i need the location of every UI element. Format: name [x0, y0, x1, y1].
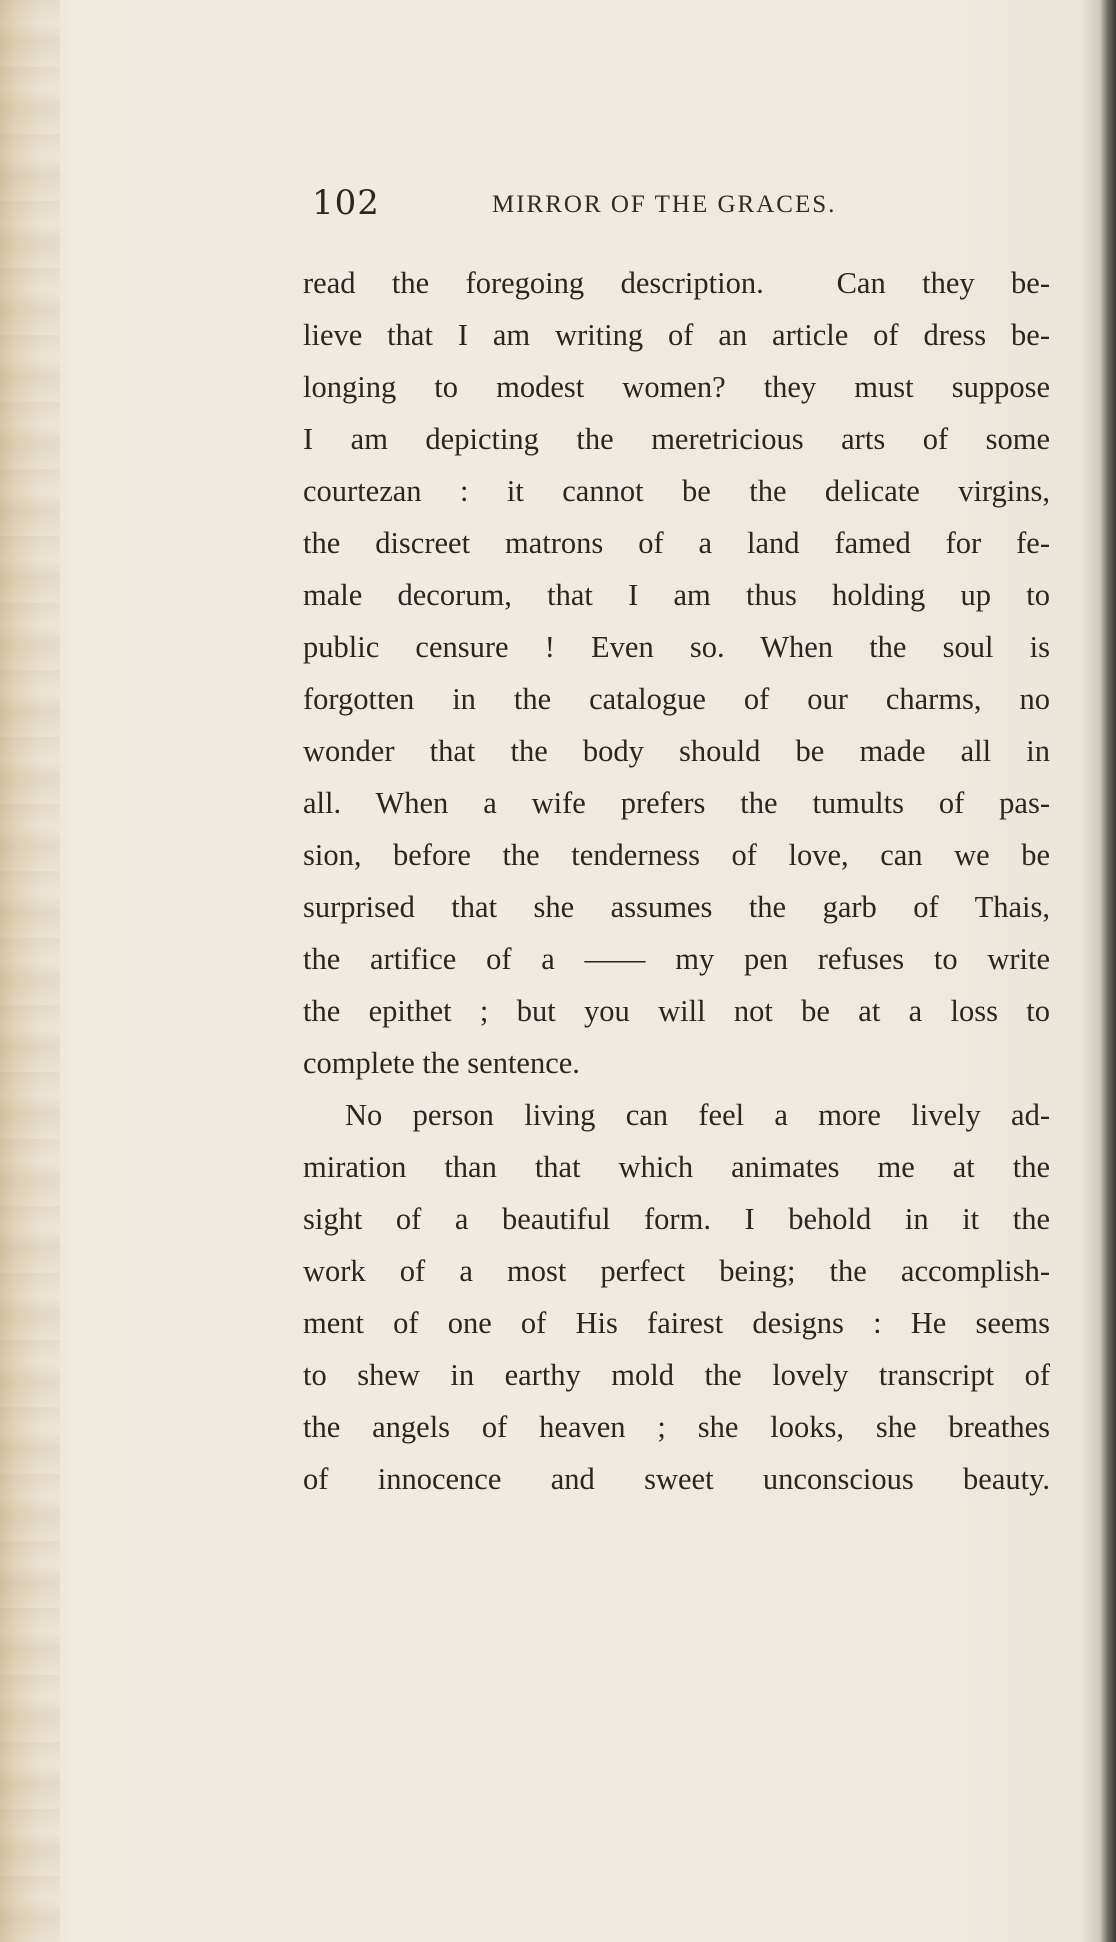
- text-line: the discreet matrons of a land famed for fe-: [303, 526, 1050, 560]
- text-line: the epithet ; but you will not be at a loss to: [303, 994, 1050, 1028]
- text-line: I am depicting the meretricious arts of some: [303, 422, 1050, 456]
- text-line: the angels of heaven ; she looks, she breathes: [303, 1410, 1050, 1444]
- text-line: sion, before the tenderness of love, can we be: [303, 838, 1050, 872]
- text-line: the artifice of a —— my pen refuses to write: [303, 942, 1050, 976]
- text-line: longing to modest women? they must suppose: [303, 370, 1050, 404]
- text-line: male decorum, that I am thus holding up to: [303, 578, 1050, 612]
- page-edge-shadow: [0, 0, 60, 1942]
- text-line: surprised that she assumes the garb of Thais,: [303, 890, 1050, 924]
- text-line: to shew in earthy mold the lovely transcript of: [303, 1358, 1050, 1392]
- text-line: forgotten in the catalogue of our charms, no: [303, 682, 1050, 716]
- body-text: [303, 257, 1050, 1505]
- text-line: courtezan : it cannot be the delicate virgins,: [303, 474, 1050, 508]
- text-line: all. When a wife prefers the tumults of pas-: [303, 786, 1050, 820]
- page-number: 102: [312, 183, 380, 223]
- text-line: miration than that which animates me at the: [303, 1150, 1050, 1184]
- page-header: [300, 183, 1060, 231]
- text-line: ment of one of His fairest designs : He seems: [303, 1306, 1050, 1340]
- text-line: work of a most perfect being; the accomplish-: [303, 1254, 1050, 1288]
- text-line: sight of a beautiful form. I behold in it the: [303, 1202, 1050, 1236]
- text-line: wonder that the body should be made all in: [303, 734, 1050, 768]
- text-line: lieve that I am writing of an article of dress be-: [303, 318, 1050, 352]
- running-title: MIRROR OF THE GRACES.: [492, 191, 837, 218]
- text-line: complete the sentence.: [303, 1046, 580, 1080]
- text-line: of innocence and sweet unconscious beauty.: [303, 1462, 1050, 1496]
- text-line: public censure ! Even so. When the soul is: [303, 630, 1050, 664]
- text-line: No person living can feel a more lively ad-: [345, 1098, 1050, 1132]
- text-line: read the foregoing description. Can they be-: [303, 266, 1050, 300]
